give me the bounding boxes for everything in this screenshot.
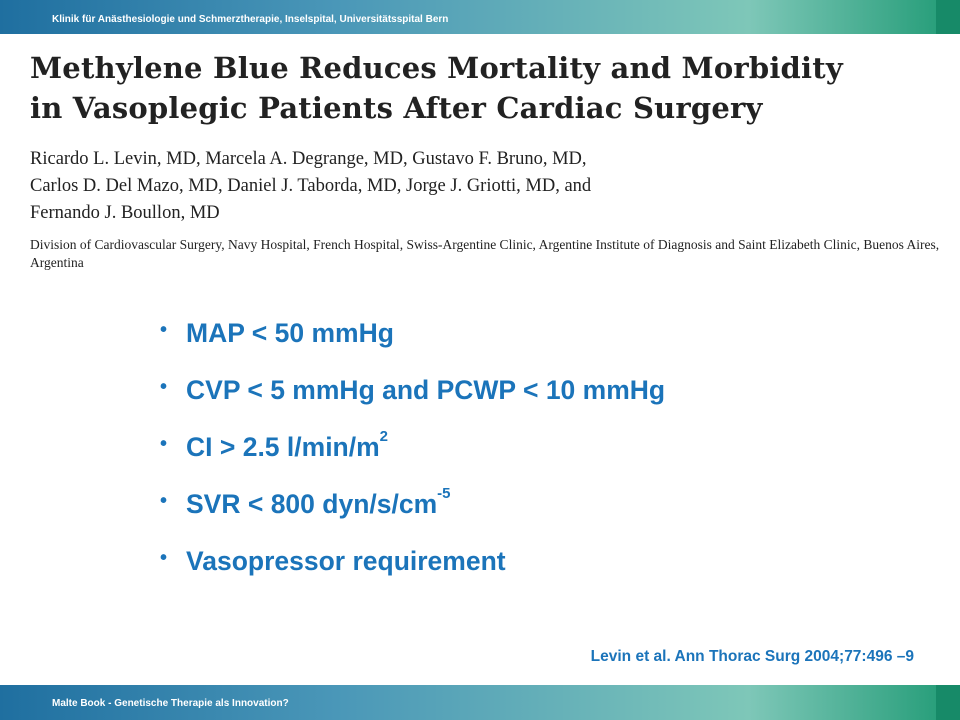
criteria-item-superscript: -5: [437, 485, 451, 502]
criteria-item-map: [160, 318, 665, 375]
paper-affiliation: Division of Cardiovascular Surgery, Navy Hospital, French Hospital, Swiss-Argentine Clinic, Argentine Institute of Diagnosis and Saint Elizabeth Clinic, Buenos Aires, Argentina: [30, 237, 940, 270]
footer-bar: [0, 685, 960, 720]
criteria-item-svr: [160, 485, 665, 546]
criteria-item-text: Vasopressor requirement: [186, 546, 506, 576]
authors-line-3: Fernando J. Boullon, MD: [30, 203, 220, 223]
bullet-icon: •: [160, 490, 168, 512]
bullet-icon: •: [160, 547, 168, 569]
paper-title: [30, 48, 940, 128]
bullet-icon: •: [160, 319, 168, 341]
criteria-item-ci: [160, 428, 665, 489]
criteria-item-text: CI > 2.5 l/min/m: [186, 432, 380, 462]
citation-reference: Levin et al. Ann Thorac Surg 2004;77:496 –9: [590, 648, 914, 665]
header-organization: Klinik für Anästhesiologie und Schmerztherapie, Inselspital, Universitätsspital Bern: [52, 14, 449, 25]
criteria-item-text: CVP < 5 mmHg and PCWP < 10 mmHg: [186, 375, 666, 405]
criteria-item-superscript: 2: [379, 428, 389, 445]
criteria-item-vasopressor: [160, 546, 665, 603]
criteria-item-text: SVR < 800 dyn/s/cm: [186, 489, 438, 519]
paper-title-line-1: Methylene Blue Reduces Mortality and Morbidity: [30, 51, 843, 85]
header-accent-block: [936, 0, 960, 34]
footer-text: Malte Book - Genetische Therapie als Innovation?: [52, 698, 289, 709]
bullet-icon: •: [160, 376, 168, 398]
criteria-item-text: MAP < 50 mmHg: [186, 318, 394, 348]
footer-accent-block: [936, 685, 960, 720]
paper-title-line-2: in Vasoplegic Patients After Cardiac Surgery: [30, 91, 763, 125]
criteria-list: [160, 318, 665, 603]
paper-authors: [30, 146, 940, 227]
header-bar: [0, 0, 960, 34]
bullet-icon: •: [160, 433, 168, 455]
criteria-item-cvp-pcwp: [160, 375, 665, 432]
authors-line-1: Ricardo L. Levin, MD, Marcela A. Degrange, MD, Gustavo F. Bruno, MD,: [30, 149, 587, 169]
authors-line-2: Carlos D. Del Mazo, MD, Daniel J. Taborda, MD, Jorge J. Griotti, MD, and: [30, 176, 592, 196]
